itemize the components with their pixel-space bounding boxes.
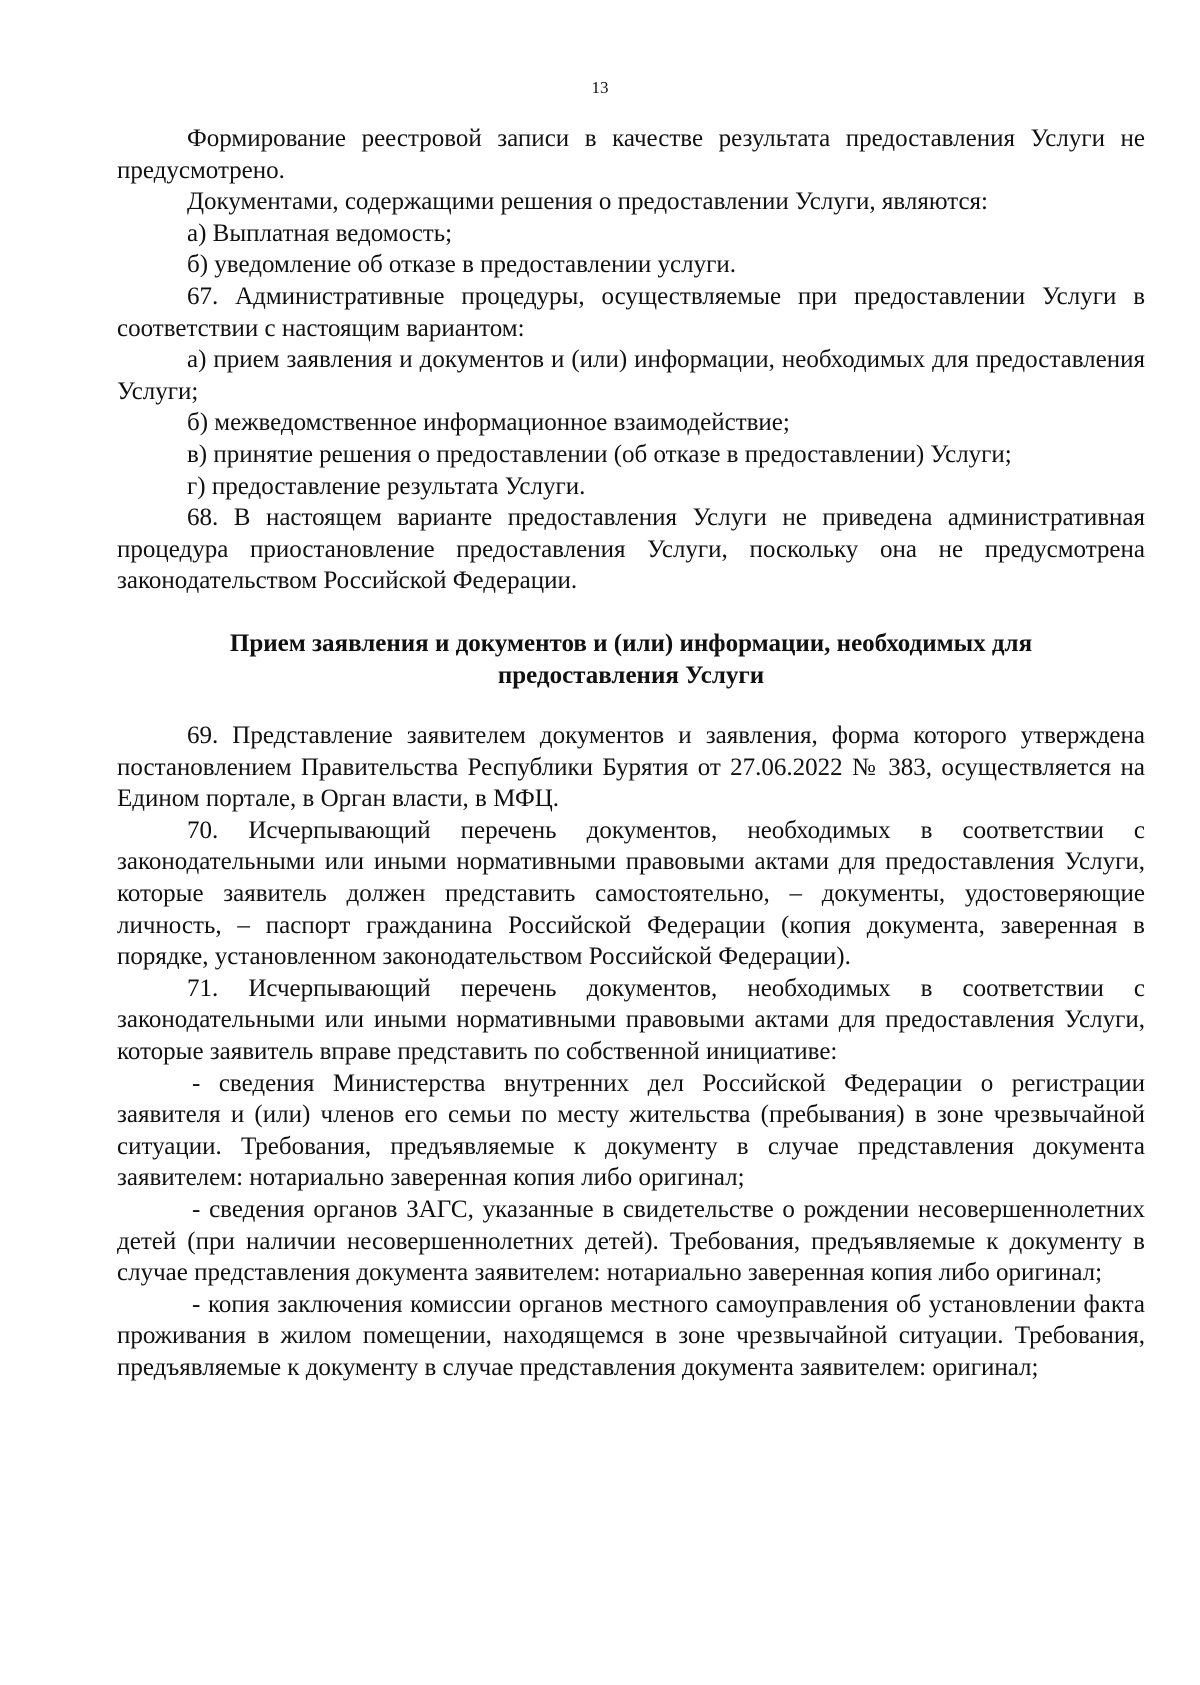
list-item-mvd-info: - сведения Министерства внутренних дел Российской Федерации о регистрации заявителя и (или) членов его семьи по месту жительства (пребывания) в зоне чрезвычайной ситуации. Требования, предъявляемые к документу в случае представления документа заявителем: нотариально заверенная копия либо оригинал; (117, 1069, 1145, 1192)
list-item-67b: б) межведомственное информационное взаимодействие; (187, 409, 790, 437)
list-item-67a: а) прием заявления и документов и (или) информации, необходимых для предоставления Услуги; (117, 346, 1145, 405)
paragraph-71: 71. Исчерпывающий перечень документов, необходимых в соответствии с законодательными или иными нормативными правовыми актами для предоставления Услуги, которые заявитель вправе представить по собственной инициативе: (117, 974, 1145, 1066)
paragraph-70: 70. Исчерпывающий перечень документов, необходимых в соответствии с законодательными или иными нормативными правовыми актами для предоставления Услуги, которые заявитель должен представить самостоятельно, – документы, удостоверяющие личность, – паспорт гражданина Российской Федерации (копия документа, заверенная в порядке, установленном законодательством Российской Федерации). (117, 816, 1145, 971)
paragraph-67: 67. Административные процедуры, осуществляемые при предоставлении Услуги в соответствии с настоящим вариантом: (117, 282, 1145, 342)
list-item-67g: г) предоставление результата Услуги. (187, 472, 586, 500)
document-body (117, 123, 1145, 1384)
paragraph-68: 68. В настоящем варианте предоставления Услуги не приведена административная процедура приостановление предоставления Услуги, поскольку она не предусмотрена законодательством Российской Федерации. (117, 504, 1145, 595)
list-item-67v: в) принятие решения о предоставлении (об отказе в предоставлении) Услуги; (187, 440, 1012, 468)
page-number: 13 (591, 78, 609, 97)
list-item-payment-statement: а) Выплатная ведомость; (187, 219, 453, 247)
list-item-zags-info: - сведения органов ЗАГС, указанные в свидетельстве о рождении несовершеннолетних детей (при наличии несовершеннолетних детей). Требования, предъявляемые к документу в случае представления документа заявителем: нотариально заверенная копия либо оригинал; (117, 1196, 1145, 1287)
section-heading: Прием заявления и документов и (или) информации, необходимых для предоставления Услуги (229, 629, 1033, 689)
paragraph-decision-documents: Документами, содержащими решения о предоставлении Услуги, являются: (187, 188, 988, 216)
paragraph-registry-record: Формирование реестровой записи в качестве результата предоставления Услуги не предусмотрено. (117, 125, 1145, 184)
list-item-refusal-notice: б) уведомление об отказе в предоставлении услуги. (187, 251, 736, 279)
list-item-commission-conclusion: - копия заключения комиссии органов местного самоуправления об установлении факта проживания в жилом помещении, находящемся в зоне чрезвычайной ситуации. Требования, предъявляемые к документу в случае представления документа заявителем: оригинал; (117, 1290, 1145, 1381)
paragraph-69: 69. Представление заявителем документов и заявления, форма которого утверждена постановлением Правительства Республики Бурятия от 27.06.2022 № 383, осуществляется на Едином портале, в Орган власти, в МФЦ. (117, 722, 1145, 813)
